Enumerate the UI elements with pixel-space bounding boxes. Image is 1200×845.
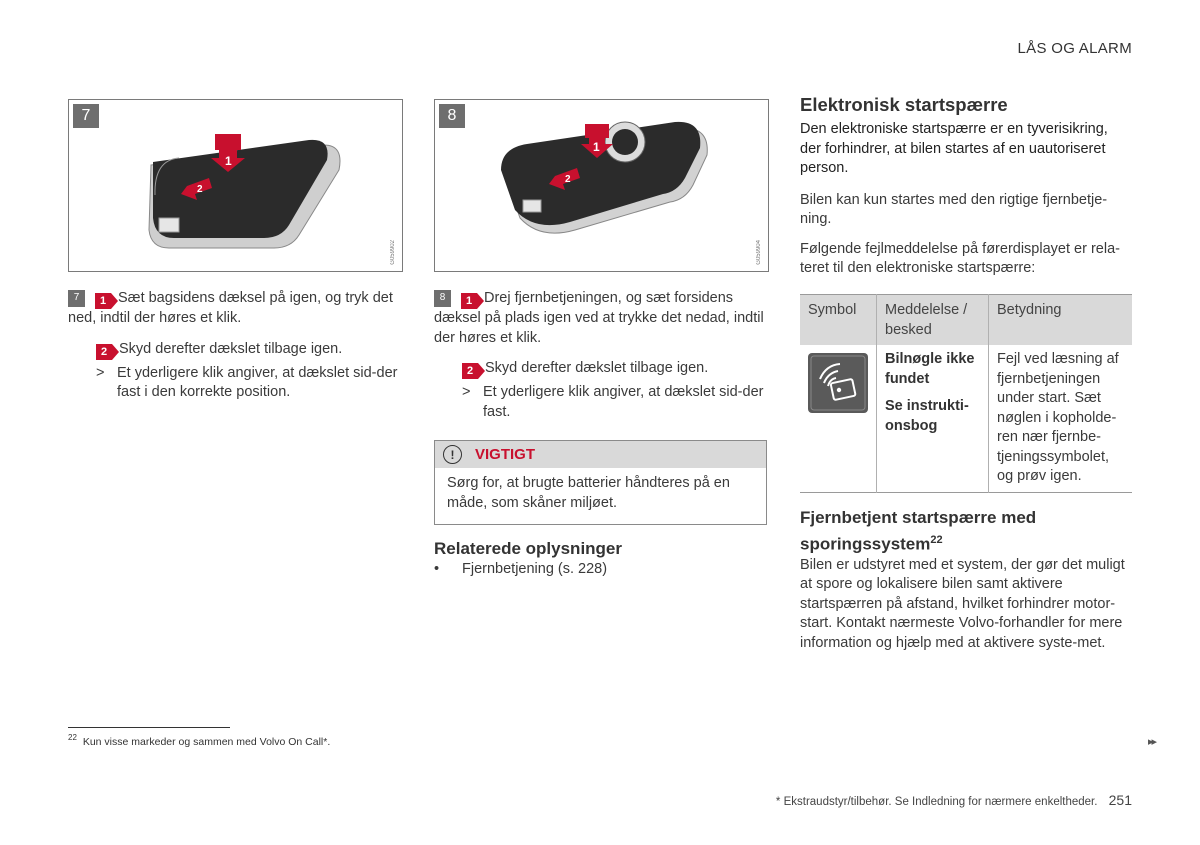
substep-badge-1: 1 (461, 293, 477, 309)
immobilizer-section (800, 94, 1132, 279)
table-header-message: Meddelelse / besked (877, 295, 989, 346)
important-header (435, 441, 766, 468)
message-table (800, 294, 1132, 493)
substep-badge-2: 2 (96, 344, 112, 360)
svg-text:1: 1 (593, 140, 600, 154)
immobilizer-p1: Bilen kan kun startes med den rigtige fjernbetje-ning. (800, 191, 1108, 227)
step-8-instruction-1 (434, 289, 764, 348)
key-fob-back-cover-illustration (69, 100, 402, 271)
table-header-meaning: Betydning (989, 295, 1133, 346)
step-7-text-2: Skyd derefter dækslet tilbage igen. (119, 340, 343, 357)
section-title: LÅS OG ALARM (1017, 40, 1132, 57)
step-8-result-text: Et yderligere klik angiver, at dækslet sid-der fast. (483, 384, 764, 420)
related-info (434, 539, 764, 580)
footnote-divider (68, 727, 230, 728)
related-link-text[interactable]: Fjernbetjening (s. 228) (462, 561, 608, 577)
step-number: 7 (68, 290, 85, 307)
svg-text:2: 2 (197, 184, 203, 195)
step-7 (68, 289, 398, 403)
step-8-result (462, 383, 764, 422)
figure-number: 7 (73, 104, 99, 128)
tracking-title (800, 507, 1132, 556)
message-secondary: Se instrukti-onsbog (885, 398, 969, 434)
tracking-section (800, 507, 1132, 653)
important-notice (434, 440, 767, 525)
table-header-symbol: Symbol (800, 295, 877, 346)
step-8 (434, 289, 764, 422)
warning-icon: ! (443, 445, 462, 464)
figure-code: G059902 (390, 240, 396, 265)
immobilizer-p2: Følgende fejlmeddelelse på førerdisplayet er rela-teret til den elektroniske startspærre: (800, 240, 1120, 276)
step-7-instruction-1 (68, 289, 398, 329)
related-title: Relaterede oplysninger (434, 539, 623, 558)
svg-text:2: 2 (565, 174, 571, 185)
page-footer (776, 792, 1132, 808)
immobilizer-intro: Den elektroniske startspærre er en tyverisikring, der forhindrer, at bilen startes af en uautoriseret person. (800, 121, 1108, 176)
key-fob-front-cover-illustration (435, 100, 768, 271)
table-cell-meaning: Fejl ved læsning af fjernbetjeningen under start. Sæt nøglen i kopholde-ren nær fjernbe-tjeningssymbolet, og prøv igen. (989, 345, 1133, 492)
footer-note: * Ekstraudstyr/tilbehør. Se Indledning for nærmere enkeltheder. (775, 796, 1098, 808)
important-body: Sørg for, at brugte batterier håndteres på en måde, som skåner miljøet. (447, 475, 730, 511)
step-8-instruction-2 (434, 359, 764, 379)
figure-number: 8 (439, 104, 465, 128)
tracking-body: Bilen er udstyret med et system, der gør det muligt at spore og lokalisere bilen samt aktivere startspærren på afstand, hvilket forhindrer motor-start. Kontakt nærmeste Volvo-forhandler for mere information og hjælp med at aktivere syste-met. (800, 556, 1125, 651)
footnote-number: 22 (68, 733, 77, 742)
figure-code: G059904 (756, 240, 762, 265)
footnote-ref: 22 (930, 534, 943, 546)
result-marker: > (96, 364, 105, 381)
step-7-result (96, 364, 398, 403)
key-not-found-icon (808, 353, 868, 413)
figure-7 (68, 99, 403, 272)
substep-badge-2: 2 (462, 363, 478, 379)
svg-text:1: 1 (225, 154, 232, 168)
step-8-text-2: Skyd derefter dækslet tilbage igen. (485, 360, 709, 376)
important-title: VIGTIGT (475, 446, 535, 463)
step-7-result-text: Et yderligere klik angiver, at dækslet sid-der fast i den korrekte position. (117, 364, 398, 400)
tracking-title-text: Fjernbetjent startspærre med sporingssystem (800, 508, 1037, 554)
immobilizer-title: Elektronisk startspærre (800, 94, 1008, 115)
table-row (800, 345, 1132, 492)
result-marker: > (462, 384, 471, 400)
bullet-icon: • (434, 561, 440, 577)
footnote-text: Kun visse markeder og sammen med Volvo On Call*. (82, 735, 331, 748)
continue-arrow-icon: ▸▸ (1148, 736, 1156, 748)
step-7-text-1: Sæt bagsidens dæksel på igen, og tryk det ned, indtil der høres et klik. (68, 290, 393, 326)
message-primary: Bilnøgle ikke fundet (885, 351, 975, 387)
step-number: 8 (434, 290, 451, 307)
page-number: 251 (1108, 792, 1132, 808)
step-8-text-1: Drej fjernbetjeningen, og sæt forsidens dæksel på plads igen ved at trykke det nedad, indtil der høres et klik. (434, 290, 764, 346)
table-cell-symbol (800, 345, 877, 492)
related-link[interactable] (434, 560, 764, 580)
substep-badge-1: 1 (95, 293, 111, 309)
footnote (68, 733, 330, 748)
table-header-row (800, 295, 1132, 346)
figure-8 (434, 99, 769, 272)
table-cell-message (877, 345, 989, 492)
step-7-instruction-2 (68, 340, 398, 360)
